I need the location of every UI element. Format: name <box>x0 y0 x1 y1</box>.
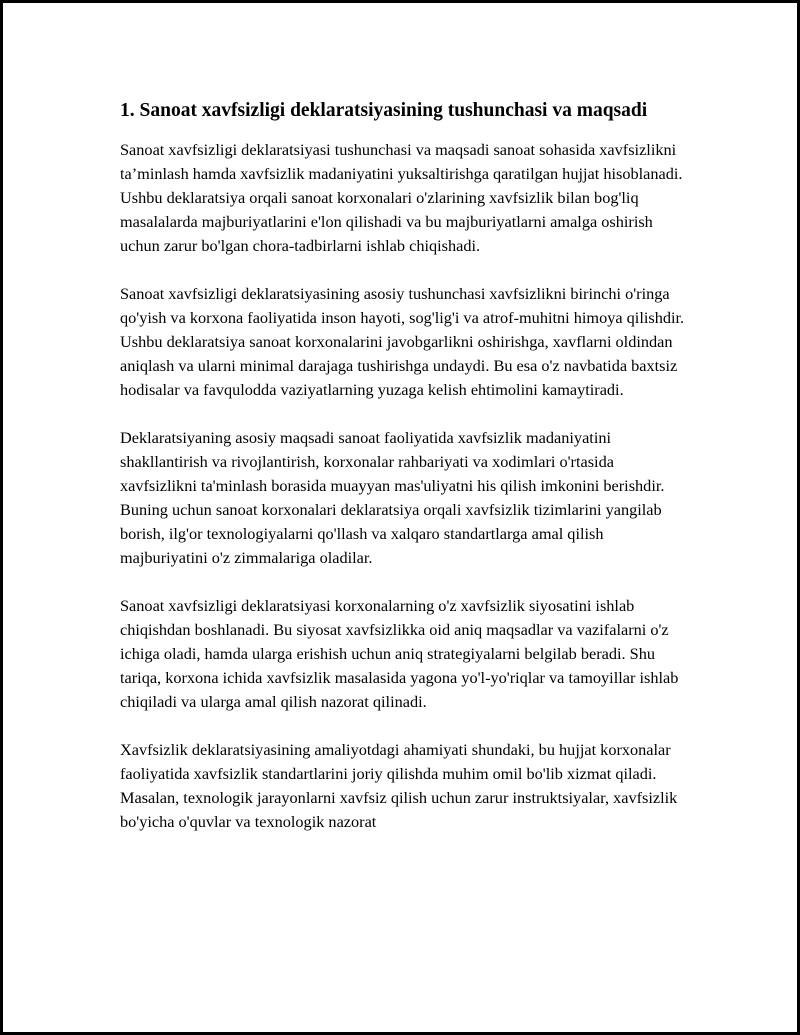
document-body <box>120 97 690 858</box>
section-heading: 1. Sanoat xavfsizligi deklaratsiyasining tushunchasi va maqsadi <box>120 100 648 121</box>
paragraph-4: Sanoat xavfsizligi deklaratsiyasi korxonalarning o'z xavfsizlik siyosatini ishlab chiqishdan boshlanadi. Bu siyosat xavfsizlikka oid aniq maqsadlar va vazifalarni o'z ichiga oladi, hamda ularga erishish uchun aniq strategiyalarni belgilab beradi. Shu tariqa, korxona ichida xavfsizlik masalasida yagona yo'l-yo'riqlar va tamoyillar ishlab chiqiladi va ularga amal qilish nazorat qilinadi. <box>120 596 679 711</box>
paragraph-1: Sanoat xavfsizligi deklaratsiyasi tushunchasi va maqsadi sanoat sohasida xavfsizlikni ta’minlash hamda xavfsizlik madaniyatini yuksaltirishga qaratilgan hujjat hisoblanadi. Ushbu deklaratsiya orqali sanoat korxonalari o'zlarining xavfsizlik bilan bog'liq masalalarda majburiyatlarini e'lon qilishadi va bu majburiyatlarni amalga oshirish uchun zarur bo'lgan chora-tadbirlarni ishlab chiqishadi. <box>120 140 683 255</box>
paragraph-3: Deklaratsiyaning asosiy maqsadi sanoat faoliyatida xavfsizlik madaniyatini shakllantirish va rivojlantirish, korxonalar rahbariyati va xodimlari o'rtasida xavfsizlikni ta'minlash borasida muayyan mas'uliyatni his qilish imkonini berishdir. Buning uchun sanoat korxonalari deklaratsiya orqali xavfsizlik tizimlarini yangilab borish, ilg'or texnologiyalarni qo'llash va xalqaro standartlarga amal qilish majburiyatini o'z zimmalariga oladilar. <box>120 428 665 567</box>
paragraph-2: Sanoat xavfsizligi deklaratsiyasining asosiy tushunchasi xavfsizlikni birinchi o'ringa qo'yish va korxona faoliyatida inson hayoti, sog'lig'i va atrof-muhitni himoya qilishdir. Ushbu deklaratsiya sanoat korxonalarini javobgarlikni oshirishga, xavflarni oldindan aniqlash va ularni minimal darajaga tushirishga undaydi. Bu esa o'z navbatida baxtsiz hodisalar va favqulodda vaziyatlarning yuzaga kelish ehtimolini kamaytiradi. <box>120 284 685 399</box>
paragraph-5: Xavfsizlik deklaratsiyasining amaliyotdagi ahamiyati shundaki, bu hujjat korxonalar faoliyatida xavfsizlik standartlarini joriy qilishda muhim omil bo'lib xizmat qiladi. Masalan, texnologik jarayonlarni xavfsiz qilish uchun zarur instruktsiyalar, xavfsizlik bo'yicha o'quvlar va texnologik nazorat <box>120 740 678 831</box>
